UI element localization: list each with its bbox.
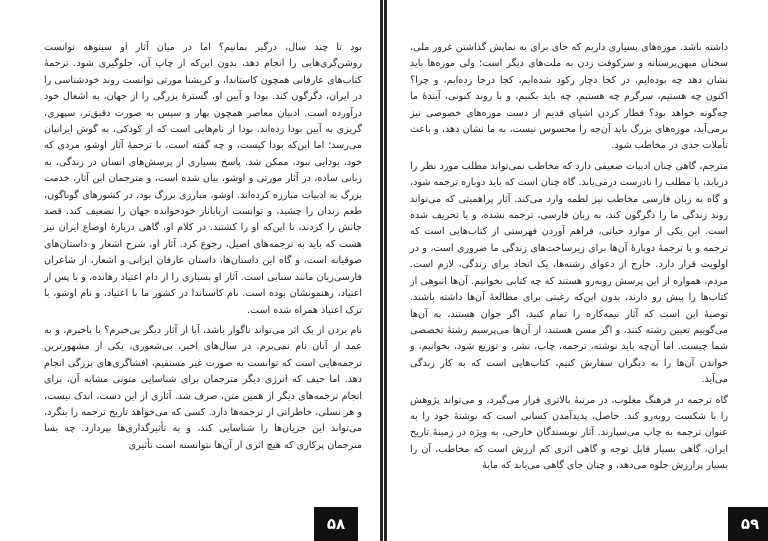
page-number-right: ۵۹ <box>728 507 768 541</box>
right-page <box>384 0 768 541</box>
left-paragraph-2: نام بردن از یک اثر می‌تواند ناگوار باشد، آیا از آثار دیگر بی‌خبرم؟ یا باخبرم، و به عمد از آنان نام نمی‌برم. در سال‌های اخیر، بی‌شعوری، یکی از مشهورترین ترجمه‌هایی است که توانست به صورت غیر مستقیم، افشاگری‌های بزرگی انجام دهد. اما حیف که انرژی دیگر مترجمان برای شناسایی متونی مشابه آن، برای انجام ترجمه‌های دیگر از همین متن، صرف شد. آثاری از این دست، اندک نیست، و هر نسلی، خاطراتی از ترجمه‌ها دارد. کسی که می‌خواهد تاریخ ترجمه را بنگرد، می‌تواند این جریان‌ها را شناسایی کند، و به تأثیرگذاری‌ها بپردازد. چه بسا مترجمان پرکاری که هیچ اثری از آن‌ها نتوانسته است تأثیری <box>44 324 362 451</box>
right-page-body <box>410 40 728 479</box>
page-number-left: ۵۸ <box>314 507 358 541</box>
left-paragraph-1: بود تا چند سال، درگیر بمانیم؟ اما در میان آثار او سینوهه توانست روشن‌گری‌هایی را انجام دهد، بدون این‌که از چاپ آن، جلوگیری شود. ترجمۀ کتاب‌های عارفانی همچون کاستاندا، و کریشنا مورتی توانست روند خودشناسی را در ایران، دگرگون کند. بودا و آیین او، گسترۀ بزرگی را از جهان، به اشغال خود درآورده است. ادبیان معاصر همچون بهار و سپس به صورت دقیق‌تر، سپهری، گریزی به آیین بودا زده‌اند. بودا از نام‌هایی است که از کودکی، به گوش ایرانیان می‌رسد؛ اما این‌که بودا کیست، و چه گفته است، با ترجمۀ آثار اوشو، مردی که خود، بودایی نبود، ممکن شد. پاسخ بسیاری از پرسش‌های انسان در زندگی، به زبانی ساده، در آثار مورتی و اوشو، بیان شده است، و مترجمان این آثار، خدمت بزرگ به ادبیات مبارزه کرده‌اند. اوشو، مبارزی بزرگ بود، در کشورهای گوناگون، طعم زندان را چشید، و توانست ارباباناز خودخوانده جهان را تضعیف کند. قصد جانش را کردند، تا این‌که او را کشتند. در کلام او، گاهی دربارۀ اوضاع ایران نیز هست که باید به ترجمه‌های اصیل، رجوع کرد. آثار او، شرح اشعار و داستان‌های صوفیانه است، و گاه این داستان‌ها، داستان عارفان ایرانی و اشعار، از شاعران فارسی‌زبان مانند سنایی است. آثار او بسیاری را از دام اعتیاد رهانده، و با پس از اعتیاد، رهنمونشان بوده است. نام کاستاندا در کشور ما با اعتیاد، و نام اوشو، با ترک اعتیاد همراه شده است. <box>44 42 362 316</box>
right-paragraph-1: داشته باشد. موزه‌های بسیاری داریم که جای برای به نمایش گذاشتن غرور ملی، سخنان میهن‌پرستانه و سرکوفت زدن به ملت‌های دیگر است؛ ولی موزه‌ها باید نشان دهد چه بوده‌ایم، در کجا دچار رکود شده‌ایم، کجا درجا زده‌ایم، و چرا؟ اکنون چه هستیم، سرگرم چه هستیم، چه باید بکنیم، و با روند کنونی، آیندۀ ما چه‌گونه خواهد بود؟ قطار کردن اشیای قدیم از دست موزه‌های خصوصی نیز برمی‌آید، موزه‌های بزرگ باید آن‌جه را محسوس نیست، به ما نشان دهد، و باعث تأملات جدی در مخاطب شود. <box>410 42 728 152</box>
right-paragraph-3: گاه ترجمه در فرهنگ مغلوب، در مرتبۀ بالاتری قرار می‌گیرد، و می‌تواند پژوهش را با شکست روبه‌رو کند. حاصل، پدیدآمدن کسانی است که نوشتۀ خود را به عنوان ترجمه به چاپ می‌سپارند. آثار نویسندگان خارجی، به ویژه در زمینۀ تاریخ ایران، گاهی بسیار قابل توجه و گاهی اثری کم ارزش است که مخاطب، آن را بسیار پرارزش جلوه می‌دهد، و چنان جای گاهی می‌یابد که مایۀ <box>410 394 728 472</box>
gutter-rule-left <box>380 0 383 541</box>
left-page-body <box>44 40 362 458</box>
gutter-rule-right <box>384 0 387 541</box>
right-paragraph-2: مترجم، گاهی چنان ادبیات ضعیفی دارد که مخاطب نمی‌تواند مطلب مورد نظر را دریابد، یا مطلب را نادرست درمی‌یابد. گاه چنان است که باید دوباره ترجمه شود، و گاه به زبان فارسی مخاطب نیز لطمه وارد می‌کند. آثار پراهمیتی که می‌تواند روند زندگی ما را دگرگون کند، به زبان فارسی، ترجمه نشده، و یا تحریف شده است. این یکی از موارد حیاتی، فراهم آوردن فهرستی از کتاب‌هایی است که ترجمه و یا ترجمۀ دوبارۀ آن‌ها برای زیرساخت‌های زندگی ما ضروری است، و در اولویت قرار دارد. خارج از دعوای رشته‌ها، یک اتحاد برای زندگی، لازم است. مردم، همواره از این پرسش روبه‌رو هستند که چه کتابی بخوانیم. آن‌ها انبوهی از کتاب‌ها را پیش رو دارند، بدون این‌که رغبتی برای مطالعۀ آن‌ها داشته باشند. توصیۀ این است که آثار نیمه‌کاره را تمام کنید، اگر جوان هستند، به آن‌ها می‌گوییم تعیین رشته کنند، و اگر مسن هستند، از آن‌ها می‌پرسیم رشتۀ تخصصی شما چیست. اما آن‌چه باید نوشته، ترجمه، چاپ، نشر، و توزیع شود، بخوانیم، و خواندن آن‌ها را به دیگران سفارش کنیم، کتاب‌هایی است که به کار زندگی می‌آید. <box>410 160 728 386</box>
